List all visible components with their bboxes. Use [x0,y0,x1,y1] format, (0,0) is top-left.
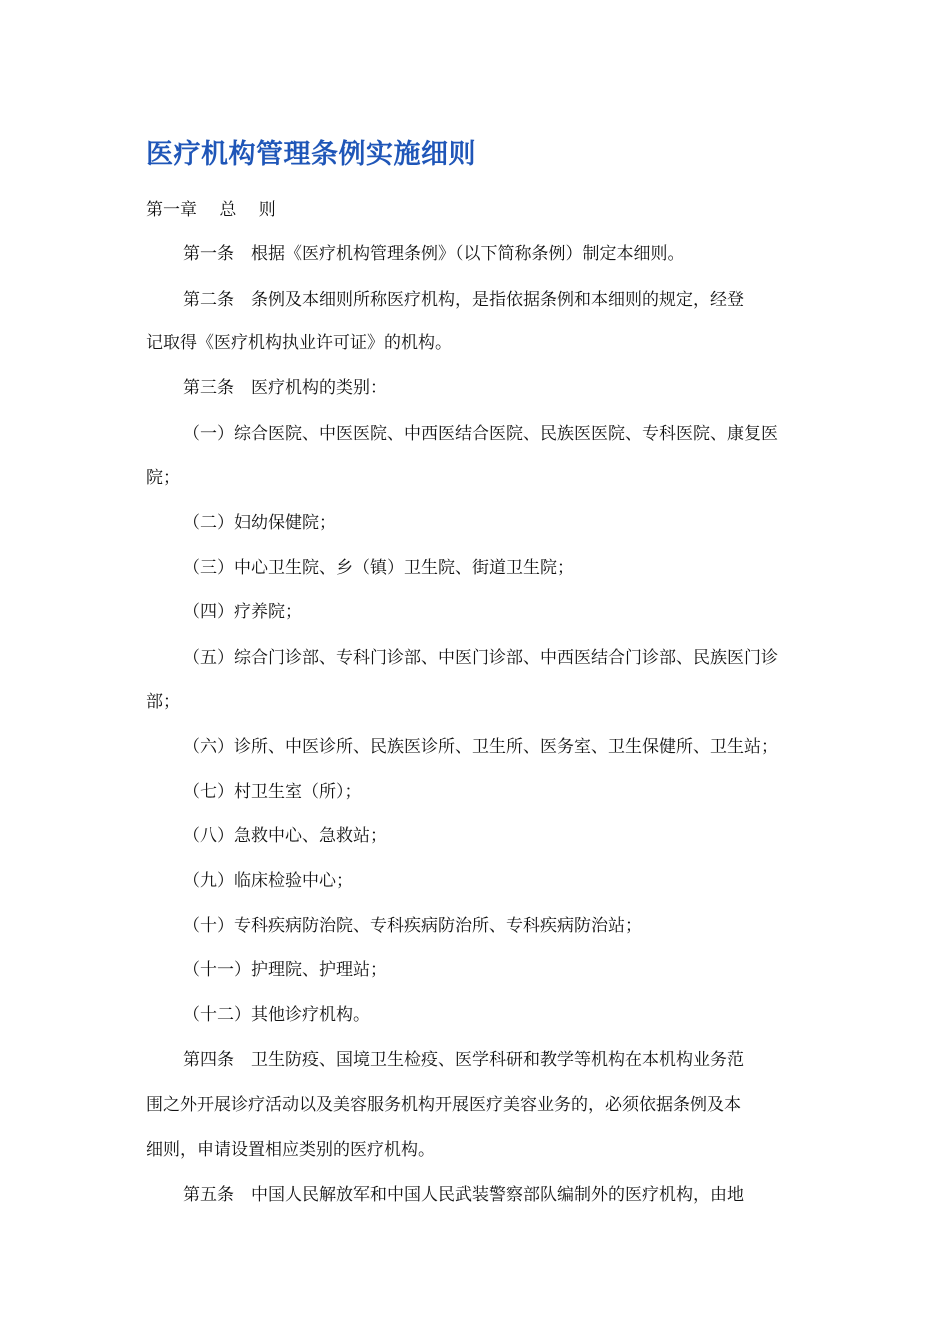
category-10-line: （十）专科疾病防治院、专科疾病防治所、专科疾病防治站； [183,916,642,936]
article-2-line-2: 记取得《医疗机构执业许可证》的机构。 [146,333,452,353]
category-1-line-2: 院； [146,468,180,488]
category-8-line: （八）急救中心、急救站； [183,826,387,846]
category-9-line: （九）临床检验中心； [183,871,353,891]
category-4-line: （四）疗养院； [183,602,302,622]
category-1-line-1: （一）综合医院、中医医院、中西医结合医院、民族医医院、专科医院、康复医 [183,424,778,444]
category-11-line: （十一）护理院、护理站； [183,960,387,980]
category-12-line: （十二）其他诊疗机构。 [183,1005,370,1025]
category-5-line-1: （五）综合门诊部、专科门诊部、中医门诊部、中西医结合门诊部、民族医门诊 [183,648,778,668]
category-7-line: （七）村卫生室（所）； [183,782,362,802]
article-4-line-2: 围之外开展诊疗活动以及美容服务机构开展医疗美容业务的，必须依据条例及本 [146,1095,741,1115]
category-3-line: （三）中心卫生院、乡（镇）卫生院、街道卫生院； [183,558,574,578]
document-title: 医疗机构管理条例实施细则 [146,139,476,170]
article-4-line-1: 第四条 卫生防疫、国境卫生检疫、医学科研和教学等机构在本机构业务范 [183,1050,744,1070]
article-1-line: 第一条 根据《医疗机构管理条例》（以下简称条例）制定本细则。 [183,244,685,264]
category-5-line-2: 部； [146,692,180,712]
article-5-line-1: 第五条 中国人民解放军和中国人民武装警察部队编制外的医疗机构，由地 [183,1185,744,1205]
article-4-line-3: 细则，申请设置相应类别的医疗机构。 [146,1140,435,1160]
category-6-line: （六）诊所、中医诊所、民族医诊所、卫生所、医务室、卫生保健所、卫生站； [183,737,778,757]
category-2-line: （二）妇幼保健院； [183,513,336,533]
article-3-line: 第三条 医疗机构的类别： [183,378,387,398]
article-2-line-1: 第二条 条例及本细则所称医疗机构，是指依据条例和本细则的规定，经登 [183,290,744,310]
chapter-heading: 第一章 总 则 [146,200,276,220]
